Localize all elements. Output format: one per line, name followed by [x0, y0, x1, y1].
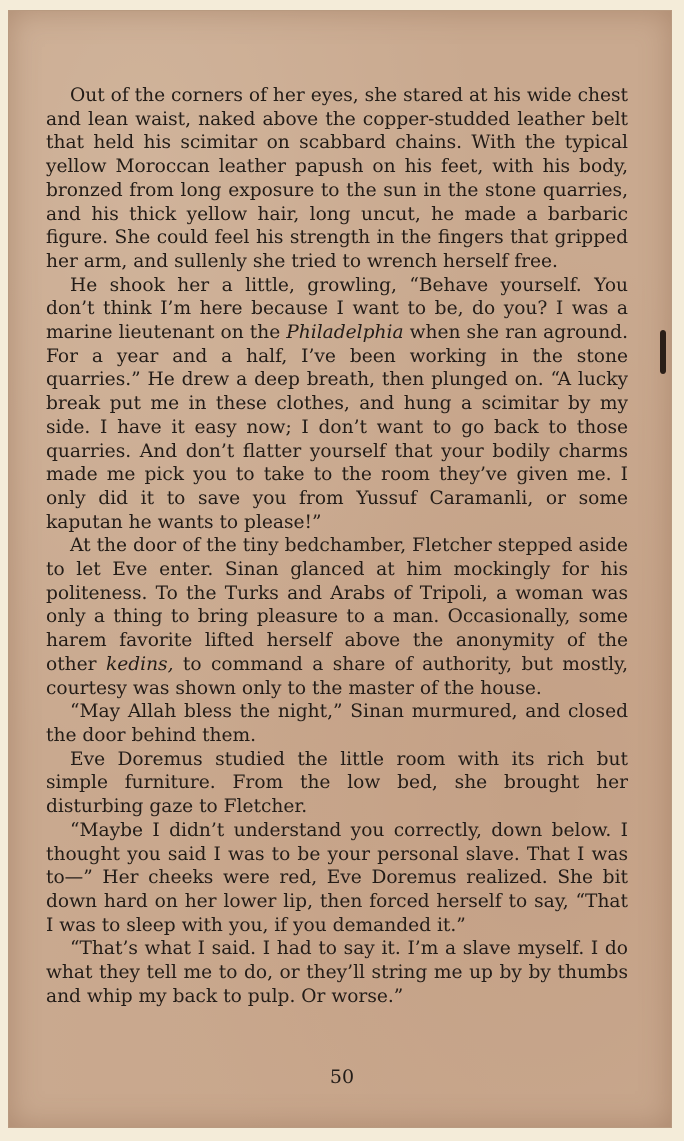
- paragraph-2-text-b: when she ran aground. For a year and a half, I’ve been working in the stone quarries.” He drew a deep breath, then plunged on. “A lucky break put me in these clothes, and hung a scimitar by my side. I have it easy now; I don’t want to go back to those quarries. And don’t flatter yourself that your bodily charms made me pick you to take to the room they’ve given me. I only did it to save you from Yussuf Caramanli, or some kaputan he wants to please!”: [46, 322, 628, 533]
- paragraph-1: Out of the corners of her eyes, she stared at his wide chest and lean waist, naked above the copper-studded leather belt that held his scimitar on scabbard chains. With the typical yellow Moroccan leather papush on his feet, with his body, bronzed from long exposure to the sun in the stone quarries, and his thick yellow hair, long uncut, he made a barbaric figure. She could feel his strength in the fingers that gripped her arm, and sullenly she tried to wrench herself free.: [46, 85, 628, 272]
- kedins-italic: kedins,: [105, 653, 174, 675]
- page-body-text: [46, 84, 628, 1008]
- paragraph-2: [46, 274, 628, 535]
- ship-name-italic: Philadelphia: [286, 322, 404, 344]
- page-edge-ink-mark: [660, 330, 666, 374]
- paragraph-3-text-a: At the door of the tiny bedchamber, Fletcher stepped aside to let Eve enter. Sinan glanced at him mockingly for his politeness. To the Turks and Arabs of Tripoli, a woman was only a thing to bring pleasure to a man. Occasionally, some harem favorite lifted herself above the anonymity of the other: [46, 535, 628, 675]
- paragraph-2-text-a: He shook her a little, growling, “Behave yourself. You don’t think I’m here because I want to be, do you? I was a marine lieutenant on the: [46, 274, 628, 344]
- page-number: 50: [329, 1066, 355, 1088]
- paragraph-3: [46, 534, 628, 700]
- paragraph-3-text-b: to command a share of authority, but mostly, courtesy was shown only to the master of the house.: [46, 653, 628, 699]
- paragraph-7: “That’s what I said. I had to say it. I’m a slave myself. I do what they tell me to do, or they’ll string me up by by thumbs and whip my back to pulp. Or worse.”: [46, 938, 628, 1007]
- paragraph-5: Eve Doremus studied the little room with its rich but simple furniture. From the low bed, she brought her disturbing gaze to Fletcher.: [46, 748, 628, 818]
- paragraph-4: “May Allah bless the night,” Sinan murmured, and closed the door behind them.: [46, 701, 628, 746]
- paragraph-6: “Maybe I didn’t understand you correctly, down below. I thought you said I was to be your personal slave. That I was to—” Her cheeks were red, Eve Doremus realized. She bit down hard on her lower lip, then forced herself to say, “That I was to sleep with you, if you demanded it.”: [46, 819, 628, 936]
